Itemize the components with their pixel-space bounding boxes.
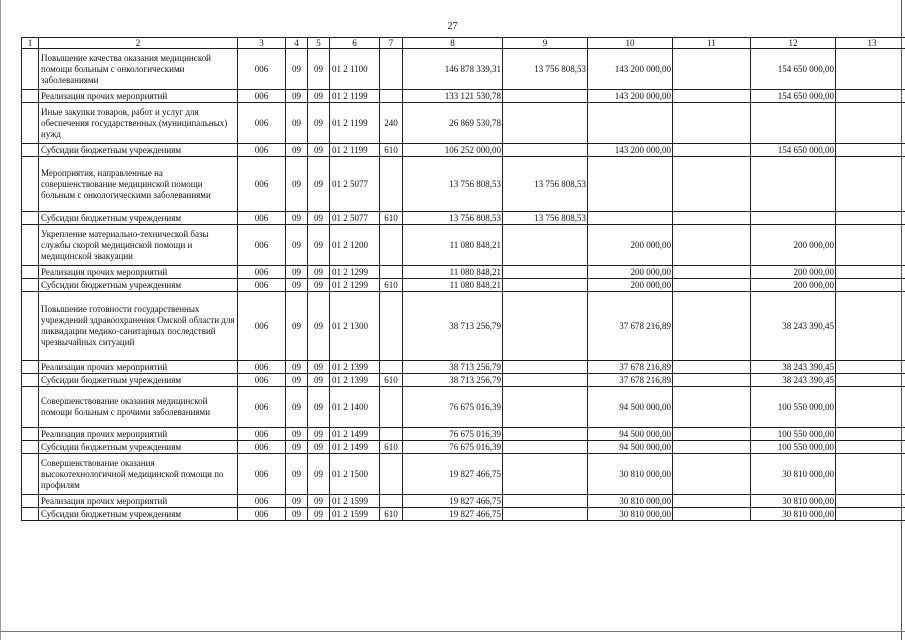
amount-col13-cell bbox=[836, 387, 905, 428]
target-article-cell: 01 2 1499 bbox=[330, 441, 380, 454]
expense-type-cell bbox=[380, 49, 403, 90]
section-code-cell: 09 bbox=[286, 90, 308, 103]
section-code-cell: 09 bbox=[286, 454, 308, 495]
amount-col12-cell: 200 000,00 bbox=[751, 225, 836, 266]
section-code-cell: 09 bbox=[286, 49, 308, 90]
amount-col12-cell: 38 243 390,45 bbox=[751, 361, 836, 374]
amount-col11-cell bbox=[673, 103, 751, 144]
row-number-cell bbox=[22, 49, 39, 90]
subsection-code-cell: 09 bbox=[308, 279, 330, 292]
amount-col11-cell bbox=[673, 495, 751, 508]
amount-col11-cell bbox=[673, 374, 751, 387]
amount-col10-cell: 30 810 000,00 bbox=[588, 454, 673, 495]
amount-col8-cell: 13 756 808,53 bbox=[403, 157, 503, 212]
amount-col8-cell: 19 827 466,75 bbox=[403, 454, 503, 495]
amount-col10-cell: 143 200 000,00 bbox=[588, 144, 673, 157]
table-row bbox=[22, 212, 905, 225]
department-code-cell: 006 bbox=[238, 212, 286, 225]
section-code-cell: 09 bbox=[286, 292, 308, 361]
amount-col9-cell bbox=[503, 266, 588, 279]
amount-col10-cell: 37 678 216,89 bbox=[588, 361, 673, 374]
item-name-cell: Повышение готовности государственных учреждений здравоохранения Омской области для ликвидации медико-санитарных последствий чрезвычайных ситуаций bbox=[39, 292, 238, 361]
expense-type-cell bbox=[380, 361, 403, 374]
target-article-cell: 01 2 1199 bbox=[330, 103, 380, 144]
expense-type-cell bbox=[380, 387, 403, 428]
target-article-cell: 01 2 1199 bbox=[330, 144, 380, 157]
item-name-cell: Повышение качества оказания медицинской помощи больным с онкологическими заболеваниями bbox=[39, 49, 238, 90]
item-name-cell: Совершенствование оказания высокотехнологичной медицинской помощи по профилям bbox=[39, 454, 238, 495]
amount-col8-cell: 38 713 256,79 bbox=[403, 374, 503, 387]
table-row bbox=[22, 49, 905, 90]
department-code-cell: 006 bbox=[238, 103, 286, 144]
row-number-cell bbox=[22, 157, 39, 212]
table-row bbox=[22, 361, 905, 374]
amount-col11-cell bbox=[673, 361, 751, 374]
column-header: 8 bbox=[403, 38, 503, 49]
column-header: 1 bbox=[22, 38, 39, 49]
expense-type-cell bbox=[380, 90, 403, 103]
expense-type-cell: 610 bbox=[380, 212, 403, 225]
section-code-cell: 09 bbox=[286, 279, 308, 292]
expense-type-cell: 610 bbox=[380, 508, 403, 521]
department-code-cell: 006 bbox=[238, 157, 286, 212]
section-code-cell: 09 bbox=[286, 157, 308, 212]
row-number-cell bbox=[22, 292, 39, 361]
section-code-cell: 09 bbox=[286, 144, 308, 157]
column-header: 12 bbox=[751, 38, 836, 49]
column-header: 4 bbox=[286, 38, 308, 49]
target-article-cell: 01 2 1499 bbox=[330, 428, 380, 441]
amount-col13-cell bbox=[836, 144, 905, 157]
amount-col8-cell: 26 869 530,78 bbox=[403, 103, 503, 144]
column-header: 9 bbox=[503, 38, 588, 49]
table-row bbox=[22, 266, 905, 279]
table-row bbox=[22, 103, 905, 144]
expense-type-cell bbox=[380, 225, 403, 266]
subsection-code-cell: 09 bbox=[308, 495, 330, 508]
table-row bbox=[22, 428, 905, 441]
subsection-code-cell: 09 bbox=[308, 266, 330, 279]
item-name-cell: Реализация прочих мероприятий bbox=[39, 495, 238, 508]
item-name-cell: Укрепление материально-технической базы службы скорой медицинской помощи и медицинской эвакуации bbox=[39, 225, 238, 266]
subsection-code-cell: 09 bbox=[308, 361, 330, 374]
amount-col10-cell: 30 810 000,00 bbox=[588, 495, 673, 508]
department-code-cell: 006 bbox=[238, 292, 286, 361]
subsection-code-cell: 09 bbox=[308, 374, 330, 387]
target-article-cell: 01 2 1100 bbox=[330, 49, 380, 90]
amount-col8-cell: 11 080 848,21 bbox=[403, 225, 503, 266]
amount-col8-cell: 76 675 016,39 bbox=[403, 387, 503, 428]
table-row bbox=[22, 225, 905, 266]
amount-col10-cell: 94 500 000,00 bbox=[588, 428, 673, 441]
expense-type-cell: 610 bbox=[380, 374, 403, 387]
amount-col9-cell: 13 756 808,53 bbox=[503, 212, 588, 225]
department-code-cell: 006 bbox=[238, 508, 286, 521]
amount-col13-cell bbox=[836, 279, 905, 292]
amount-col9-cell bbox=[503, 387, 588, 428]
expense-type-cell bbox=[380, 292, 403, 361]
amount-col13-cell bbox=[836, 361, 905, 374]
amount-col13-cell bbox=[836, 225, 905, 266]
department-code-cell: 006 bbox=[238, 49, 286, 90]
amount-col9-cell bbox=[503, 90, 588, 103]
amount-col9-cell bbox=[503, 225, 588, 266]
target-article-cell: 01 2 1299 bbox=[330, 279, 380, 292]
amount-col8-cell: 106 252 000,00 bbox=[403, 144, 503, 157]
department-code-cell: 006 bbox=[238, 279, 286, 292]
department-code-cell: 006 bbox=[238, 495, 286, 508]
amount-col13-cell bbox=[836, 212, 905, 225]
amount-col12-cell: 100 550 000,00 bbox=[751, 441, 836, 454]
amount-col13-cell bbox=[836, 157, 905, 212]
target-article-cell: 01 2 1399 bbox=[330, 374, 380, 387]
amount-col13-cell bbox=[836, 374, 905, 387]
subsection-code-cell: 09 bbox=[308, 387, 330, 428]
department-code-cell: 006 bbox=[238, 387, 286, 428]
amount-col12-cell: 100 550 000,00 bbox=[751, 428, 836, 441]
amount-col9-cell bbox=[503, 428, 588, 441]
table-body bbox=[22, 49, 905, 521]
amount-col8-cell: 11 080 848,21 bbox=[403, 266, 503, 279]
amount-col10-cell: 200 000,00 bbox=[588, 279, 673, 292]
row-number-cell bbox=[22, 495, 39, 508]
subsection-code-cell: 09 bbox=[308, 157, 330, 212]
amount-col11-cell bbox=[673, 454, 751, 495]
amount-col8-cell: 38 713 256,79 bbox=[403, 361, 503, 374]
amount-col13-cell bbox=[836, 103, 905, 144]
expense-type-cell bbox=[380, 495, 403, 508]
table-row bbox=[22, 144, 905, 157]
amount-col12-cell: 154 650 000,00 bbox=[751, 49, 836, 90]
amount-col12-cell bbox=[751, 157, 836, 212]
item-name-cell: Субсидии бюджетным учреждениям bbox=[39, 212, 238, 225]
subsection-code-cell: 09 bbox=[308, 292, 330, 361]
subsection-code-cell: 09 bbox=[308, 508, 330, 521]
table-row bbox=[22, 454, 905, 495]
section-code-cell: 09 bbox=[286, 495, 308, 508]
section-code-cell: 09 bbox=[286, 428, 308, 441]
amount-col8-cell: 133 121 530,78 bbox=[403, 90, 503, 103]
item-name-cell: Мероприятия, направленные на совершенствование медицинской помощи больным с онкологическими заболеваниями bbox=[39, 157, 238, 212]
column-header: 3 bbox=[238, 38, 286, 49]
amount-col12-cell bbox=[751, 212, 836, 225]
target-article-cell: 01 2 5077 bbox=[330, 157, 380, 212]
expense-type-cell bbox=[380, 428, 403, 441]
expense-type-cell: 240 bbox=[380, 103, 403, 144]
amount-col8-cell: 76 675 016,39 bbox=[403, 428, 503, 441]
item-name-cell: Субсидии бюджетным учреждениям bbox=[39, 144, 238, 157]
subsection-code-cell: 09 bbox=[308, 212, 330, 225]
amount-col9-cell bbox=[503, 144, 588, 157]
row-number-cell bbox=[22, 90, 39, 103]
column-header: 2 bbox=[39, 38, 238, 49]
amount-col12-cell: 100 550 000,00 bbox=[751, 387, 836, 428]
section-code-cell: 09 bbox=[286, 361, 308, 374]
amount-col10-cell bbox=[588, 157, 673, 212]
expense-type-cell: 610 bbox=[380, 279, 403, 292]
expense-type-cell bbox=[380, 454, 403, 495]
amount-col8-cell: 38 713 256,79 bbox=[403, 292, 503, 361]
amount-col9-cell: 13 756 808,53 bbox=[503, 49, 588, 90]
row-number-cell bbox=[22, 387, 39, 428]
section-code-cell: 09 bbox=[286, 374, 308, 387]
table-row bbox=[22, 441, 905, 454]
table-row bbox=[22, 292, 905, 361]
page-number: 27 bbox=[447, 21, 458, 32]
amount-col9-cell bbox=[503, 495, 588, 508]
amount-col12-cell: 154 650 000,00 bbox=[751, 90, 836, 103]
row-number-cell bbox=[22, 454, 39, 495]
amount-col9-cell bbox=[503, 441, 588, 454]
amount-col10-cell: 30 810 000,00 bbox=[588, 508, 673, 521]
row-number-cell bbox=[22, 266, 39, 279]
amount-col11-cell bbox=[673, 212, 751, 225]
department-code-cell: 006 bbox=[238, 90, 286, 103]
amount-col12-cell: 200 000,00 bbox=[751, 266, 836, 279]
budget-table bbox=[21, 37, 905, 521]
table-row bbox=[22, 157, 905, 212]
subsection-code-cell: 09 bbox=[308, 144, 330, 157]
section-code-cell: 09 bbox=[286, 387, 308, 428]
scan-edge-left bbox=[0, 0, 1, 640]
amount-col11-cell bbox=[673, 144, 751, 157]
amount-col12-cell: 200 000,00 bbox=[751, 279, 836, 292]
department-code-cell: 006 bbox=[238, 144, 286, 157]
amount-col13-cell bbox=[836, 508, 905, 521]
header-row bbox=[22, 38, 905, 49]
amount-col12-cell: 154 650 000,00 bbox=[751, 144, 836, 157]
amount-col10-cell: 94 500 000,00 bbox=[588, 387, 673, 428]
section-code-cell: 09 bbox=[286, 212, 308, 225]
amount-col13-cell bbox=[836, 90, 905, 103]
column-header: 11 bbox=[673, 38, 751, 49]
amount-col13-cell bbox=[836, 266, 905, 279]
amount-col8-cell: 11 080 848,21 bbox=[403, 279, 503, 292]
row-number-cell bbox=[22, 508, 39, 521]
department-code-cell: 006 bbox=[238, 266, 286, 279]
amount-col11-cell bbox=[673, 508, 751, 521]
table-row bbox=[22, 387, 905, 428]
section-code-cell: 09 bbox=[286, 266, 308, 279]
subsection-code-cell: 09 bbox=[308, 90, 330, 103]
amount-col11-cell bbox=[673, 49, 751, 90]
amount-col10-cell: 143 200 000,00 bbox=[588, 90, 673, 103]
amount-col11-cell bbox=[673, 279, 751, 292]
item-name-cell: Реализация прочих мероприятий bbox=[39, 90, 238, 103]
subsection-code-cell: 09 bbox=[308, 103, 330, 144]
item-name-cell: Субсидии бюджетным учреждениям bbox=[39, 279, 238, 292]
amount-col9-cell bbox=[503, 454, 588, 495]
target-article-cell: 01 2 1400 bbox=[330, 387, 380, 428]
target-article-cell: 01 2 1299 bbox=[330, 266, 380, 279]
table-row bbox=[22, 90, 905, 103]
item-name-cell: Субсидии бюджетным учреждениям bbox=[39, 508, 238, 521]
target-article-cell: 01 2 1200 bbox=[330, 225, 380, 266]
subsection-code-cell: 09 bbox=[308, 454, 330, 495]
amount-col11-cell bbox=[673, 292, 751, 361]
subsection-code-cell: 09 bbox=[308, 441, 330, 454]
column-header: 10 bbox=[588, 38, 673, 49]
target-article-cell: 01 2 1599 bbox=[330, 495, 380, 508]
amount-col12-cell: 38 243 390,45 bbox=[751, 374, 836, 387]
department-code-cell: 006 bbox=[238, 454, 286, 495]
amount-col9-cell: 13 756 808,53 bbox=[503, 157, 588, 212]
table-row bbox=[22, 495, 905, 508]
subsection-code-cell: 09 bbox=[308, 428, 330, 441]
amount-col13-cell bbox=[836, 49, 905, 90]
item-name-cell: Совершенствование оказания медицинской помощи больным с прочими заболеваниями bbox=[39, 387, 238, 428]
amount-col9-cell bbox=[503, 508, 588, 521]
amount-col13-cell bbox=[836, 441, 905, 454]
row-number-cell bbox=[22, 441, 39, 454]
amount-col13-cell bbox=[836, 454, 905, 495]
department-code-cell: 006 bbox=[238, 225, 286, 266]
subsection-code-cell: 09 bbox=[308, 225, 330, 266]
amount-col11-cell bbox=[673, 428, 751, 441]
table-row bbox=[22, 508, 905, 521]
amount-col13-cell bbox=[836, 495, 905, 508]
amount-col10-cell bbox=[588, 212, 673, 225]
target-article-cell: 01 2 1500 bbox=[330, 454, 380, 495]
amount-col13-cell bbox=[836, 292, 905, 361]
amount-col12-cell: 38 243 390,45 bbox=[751, 292, 836, 361]
department-code-cell: 006 bbox=[238, 428, 286, 441]
section-code-cell: 09 bbox=[286, 441, 308, 454]
amount-col10-cell: 143 200 000,00 bbox=[588, 49, 673, 90]
column-header: 6 bbox=[330, 38, 380, 49]
amount-col8-cell: 19 827 466,75 bbox=[403, 495, 503, 508]
expense-type-cell: 610 bbox=[380, 144, 403, 157]
target-article-cell: 01 2 1599 bbox=[330, 508, 380, 521]
amount-col11-cell bbox=[673, 90, 751, 103]
amount-col8-cell: 19 827 466,75 bbox=[403, 508, 503, 521]
row-number-cell bbox=[22, 225, 39, 266]
item-name-cell: Реализация прочих мероприятий bbox=[39, 361, 238, 374]
table-row bbox=[22, 374, 905, 387]
amount-col11-cell bbox=[673, 266, 751, 279]
row-number-cell bbox=[22, 103, 39, 144]
target-article-cell: 01 2 1300 bbox=[330, 292, 380, 361]
amount-col10-cell: 94 500 000,00 bbox=[588, 441, 673, 454]
amount-col8-cell: 146 878 339,31 bbox=[403, 49, 503, 90]
expense-type-cell bbox=[380, 266, 403, 279]
amount-col10-cell bbox=[588, 103, 673, 144]
amount-col9-cell bbox=[503, 279, 588, 292]
department-code-cell: 006 bbox=[238, 361, 286, 374]
amount-col9-cell bbox=[503, 374, 588, 387]
item-name-cell: Иные закупки товаров, работ и услуг для обеспечения государственных (муниципальных) нужд bbox=[39, 103, 238, 144]
amount-col10-cell: 37 678 216,89 bbox=[588, 374, 673, 387]
section-code-cell: 09 bbox=[286, 103, 308, 144]
amount-col10-cell: 200 000,00 bbox=[588, 266, 673, 279]
section-code-cell: 09 bbox=[286, 225, 308, 266]
item-name-cell: Субсидии бюджетным учреждениям bbox=[39, 441, 238, 454]
amount-col11-cell bbox=[673, 157, 751, 212]
row-number-cell bbox=[22, 428, 39, 441]
amount-col12-cell bbox=[751, 103, 836, 144]
item-name-cell: Реализация прочих мероприятий bbox=[39, 428, 238, 441]
table-row bbox=[22, 279, 905, 292]
column-header: 7 bbox=[380, 38, 403, 49]
row-number-cell bbox=[22, 279, 39, 292]
row-number-cell bbox=[22, 212, 39, 225]
row-number-cell bbox=[22, 374, 39, 387]
subsection-code-cell: 09 bbox=[308, 49, 330, 90]
amount-col11-cell bbox=[673, 225, 751, 266]
department-code-cell: 006 bbox=[238, 374, 286, 387]
scan-edge-bottom bbox=[0, 631, 905, 632]
amount-col11-cell bbox=[673, 441, 751, 454]
amount-col9-cell bbox=[503, 103, 588, 144]
target-article-cell: 01 2 1199 bbox=[330, 90, 380, 103]
amount-col8-cell: 76 675 016,39 bbox=[403, 441, 503, 454]
expense-type-cell bbox=[380, 157, 403, 212]
row-number-cell bbox=[22, 144, 39, 157]
amount-col12-cell: 30 810 000,00 bbox=[751, 454, 836, 495]
column-header: 13 bbox=[836, 38, 905, 49]
column-header: 5 bbox=[308, 38, 330, 49]
target-article-cell: 01 2 1399 bbox=[330, 361, 380, 374]
amount-col10-cell: 200 000,00 bbox=[588, 225, 673, 266]
target-article-cell: 01 2 5077 bbox=[330, 212, 380, 225]
row-number-cell bbox=[22, 361, 39, 374]
department-code-cell: 006 bbox=[238, 441, 286, 454]
amount-col13-cell bbox=[836, 428, 905, 441]
section-code-cell: 09 bbox=[286, 508, 308, 521]
amount-col8-cell: 13 756 808,53 bbox=[403, 212, 503, 225]
amount-col12-cell: 30 810 000,00 bbox=[751, 508, 836, 521]
expense-type-cell: 610 bbox=[380, 441, 403, 454]
item-name-cell: Субсидии бюджетным учреждениям bbox=[39, 374, 238, 387]
item-name-cell: Реализация прочих мероприятий bbox=[39, 266, 238, 279]
amount-col12-cell: 30 810 000,00 bbox=[751, 495, 836, 508]
amount-col9-cell bbox=[503, 292, 588, 361]
amount-col11-cell bbox=[673, 387, 751, 428]
amount-col10-cell: 37 678 216,89 bbox=[588, 292, 673, 361]
amount-col9-cell bbox=[503, 361, 588, 374]
